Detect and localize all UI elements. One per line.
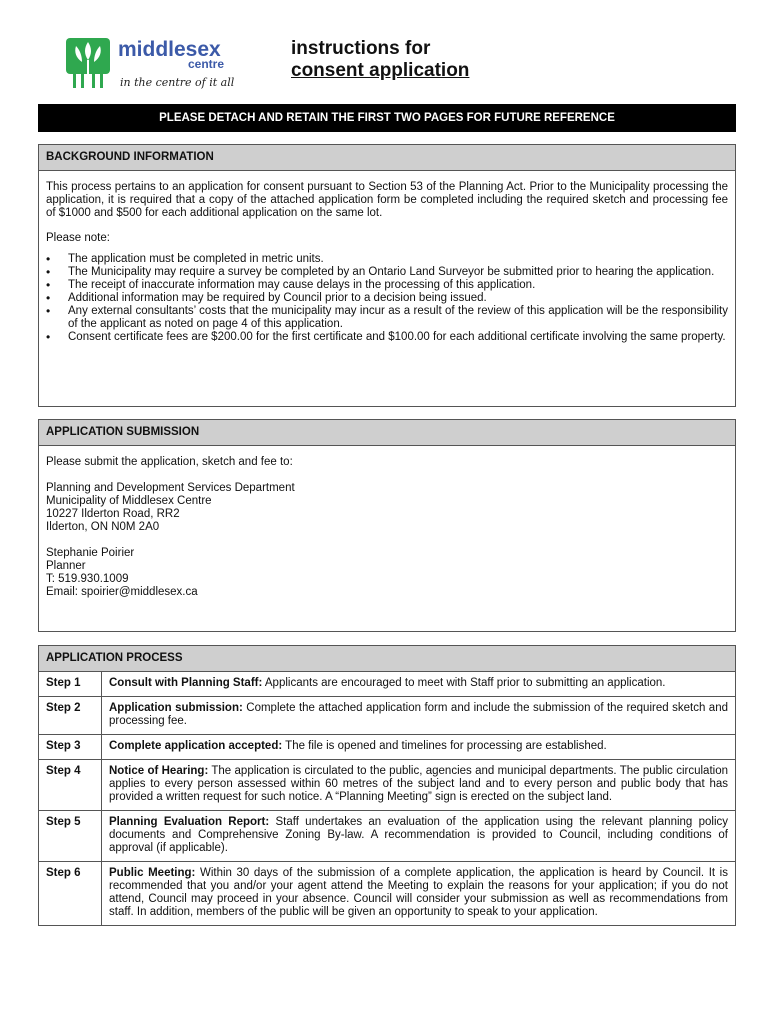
step-description: The application is circulated to the public, agencies and municipal departments. The public circulation applies to every person assessed within 60 metres of the subject land and to every person and public body that has provided a written request for such notice. A “Planning Meeting” sign is erected on the subject land. — [109, 765, 728, 803]
contact-line: Stephanie Poirier — [46, 547, 135, 559]
logo-tagline-text: in the centre of it all — [120, 76, 235, 89]
list-item: • Additional information may be required by Council prior to a decision being issued. — [68, 292, 728, 305]
address-block — [46, 482, 728, 534]
step-text — [102, 760, 736, 811]
step-description: Complete the attached application form and include the submission of the required sketch and processing fee. — [109, 702, 728, 727]
step-text — [102, 811, 736, 862]
address-line: Ilderton, ON N0M 2A0 — [46, 521, 160, 533]
step-text — [102, 735, 736, 760]
step-title: Notice of Hearing: — [109, 765, 209, 777]
step-title: Application submission: — [109, 702, 243, 714]
step-text — [102, 862, 736, 926]
list-item: • The receipt of inaccurate information may cause delays in the processing of this application. — [68, 279, 728, 292]
list-item: • Any external consultants’ costs that the municipality may incur as a result of the review of this application will be the responsibility of the applicant as noted on page 4 of this application. — [68, 305, 728, 331]
background-heading: BACKGROUND INFORMATION — [39, 145, 735, 171]
table-row — [39, 862, 735, 926]
table-row — [39, 672, 735, 697]
wheat-logo-icon — [66, 38, 110, 88]
step-description: Staff undertakes an evaluation of the application using the relevant planning policy documents and Comprehensive Zoning By-law. A recommendation is provided to Council, including conditions of approval (if applicable). — [109, 816, 729, 854]
contact-line: Planner — [46, 560, 86, 572]
table-row — [39, 811, 735, 862]
title-line-1: instructions for — [291, 38, 431, 59]
steps-table — [39, 671, 735, 925]
step-label: Step 3 — [39, 735, 102, 760]
contact-line: Email: spoirier@middlesex.ca — [46, 586, 198, 598]
submission-intro: Please submit the application, sketch and fee to: — [46, 456, 293, 468]
list-item: • The Municipality may require a survey be completed by an Ontario Land Surveyor be submitted prior to hearing the application. — [68, 266, 728, 279]
submission-section — [38, 419, 736, 632]
background-intro: This process pertains to an application for consent pursuant to Section 53 of the Planning Act. Prior to the Municipality processing the application, it is required that a copy of the attached application form be completed including the required sketch and processing fee of $1000 and $500 for each additional application on the same lot. — [46, 181, 728, 219]
list-item: • Consent certificate fees are $200.00 for the first certificate and $100.00 for each additional certificate involving the same property. — [68, 331, 728, 344]
middlesex-centre-logo — [64, 36, 259, 92]
list-item: • The application must be completed in metric units. — [68, 253, 728, 266]
process-section — [38, 645, 736, 926]
step-title: Planning Evaluation Report: — [109, 816, 270, 828]
step-label: Step 1 — [39, 672, 102, 697]
background-section — [38, 144, 736, 407]
step-text — [102, 672, 736, 697]
step-title: Consult with Planning Staff: — [109, 677, 263, 689]
step-label: Step 4 — [39, 760, 102, 811]
logo-sub-text: centre — [187, 57, 224, 71]
step-label: Step 2 — [39, 697, 102, 735]
step-label: Step 6 — [39, 862, 102, 926]
note-list — [46, 253, 728, 344]
step-description: Applicants are encouraged to meet with Staff prior to submitting an application. — [262, 677, 666, 689]
contact-line: T: 519.930.1009 — [46, 573, 129, 585]
detach-banner: PLEASE DETACH AND RETAIN THE FIRST TWO PAGES FOR FUTURE REFERENCE — [38, 104, 736, 132]
process-heading: APPLICATION PROCESS — [39, 646, 735, 671]
step-description: Within 30 days of the submission of a complete application, the application is heard by Council. It is recommended that you and/or your agent attend the Meeting to explain the reasons for your application; if you do not attend, Council may proceed in your absence. Council will consider your submission as well as recommendations from staff. In addition, members of the public will be given an opportunity to speak to your application. — [109, 867, 728, 918]
title-line-2: consent application — [291, 60, 470, 81]
table-row — [39, 735, 735, 760]
address-line: Planning and Development Services Department — [46, 482, 295, 494]
table-row — [39, 760, 735, 811]
step-title: Public Meeting: — [109, 867, 196, 879]
step-text — [102, 697, 736, 735]
address-line: 10227 Ilderton Road, RR2 — [46, 508, 180, 520]
note-label: Please note: — [46, 232, 110, 244]
address-line: Municipality of Middlesex Centre — [46, 495, 212, 507]
contact-block — [46, 547, 728, 599]
step-title: Complete application accepted: — [109, 740, 283, 752]
logo-name-text: middlesex — [118, 38, 221, 61]
submission-heading: APPLICATION SUBMISSION — [39, 420, 735, 446]
step-label: Step 5 — [39, 811, 102, 862]
table-row — [39, 697, 735, 735]
step-description: The file is opened and timelines for processing are established. — [282, 740, 607, 752]
